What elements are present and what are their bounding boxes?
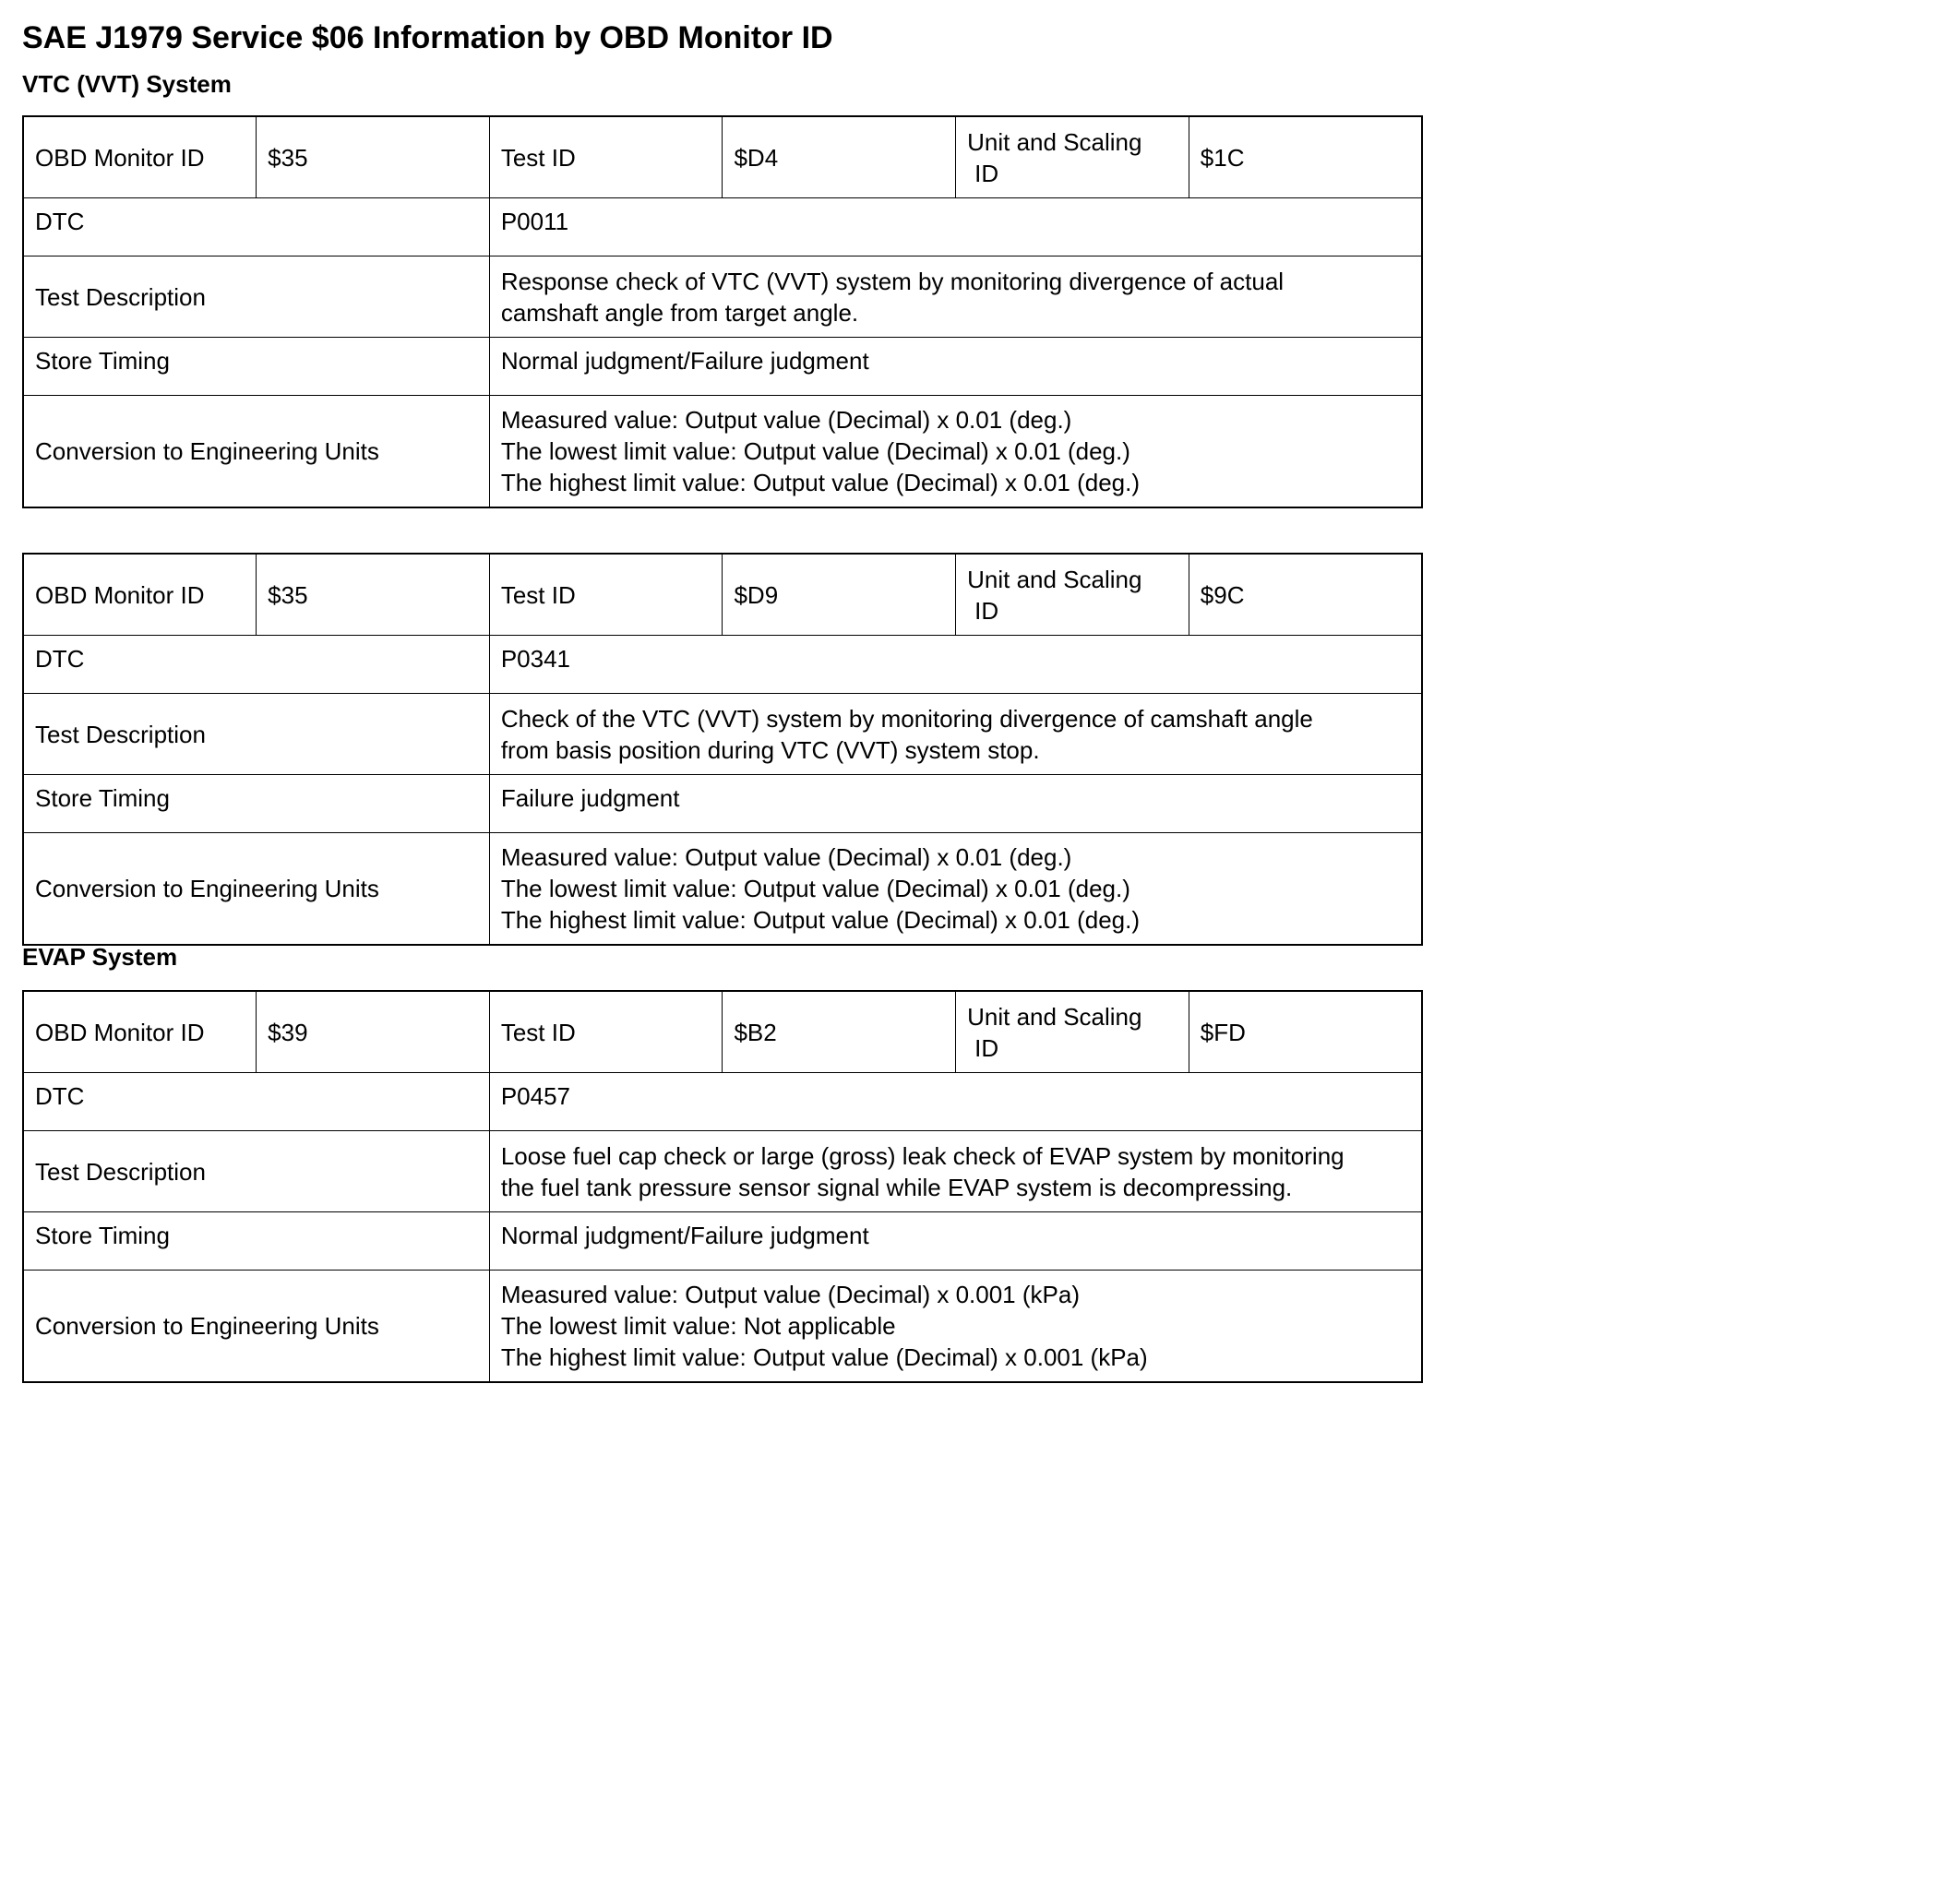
test-id-label: Test ID bbox=[489, 554, 723, 636]
table-row bbox=[23, 636, 1422, 694]
label-line: Unit and Scaling bbox=[967, 127, 1142, 156]
conversion-line: Measured value: Output value (Decimal) x 0.01 (deg.) bbox=[500, 406, 1072, 434]
dtc-label: DTC bbox=[23, 636, 489, 694]
table-row bbox=[23, 198, 1422, 257]
test-description-label: Test Description bbox=[23, 257, 489, 338]
description-line: Response check of VTC (VVT) system by monitoring divergence of actual bbox=[500, 267, 1285, 295]
table-row bbox=[23, 694, 1422, 775]
test-id-label: Test ID bbox=[489, 991, 723, 1073]
label-line: Unit and Scaling bbox=[967, 1002, 1142, 1031]
dtc-label: DTC bbox=[23, 198, 489, 257]
obd-monitor-id-label: OBD Monitor ID bbox=[23, 554, 257, 636]
table-row bbox=[23, 1131, 1422, 1212]
test-description-label: Test Description bbox=[23, 1131, 489, 1212]
test-description-value bbox=[489, 1131, 1422, 1212]
store-timing-label: Store Timing bbox=[23, 775, 489, 833]
obd-monitor-id-value: $35 bbox=[257, 116, 490, 198]
unit-scaling-id-value: $1C bbox=[1189, 116, 1422, 198]
conversion-label: Conversion to Engineering Units bbox=[23, 396, 489, 508]
page-title: SAE J1979 Service $06 Information by OBD Monitor ID bbox=[22, 20, 833, 55]
store-timing-label: Store Timing bbox=[23, 338, 489, 396]
label-line: ID bbox=[974, 159, 999, 187]
description-line: Check of the VTC (VVT) system by monitoring divergence of camshaft angle bbox=[500, 704, 1313, 733]
test-description-value bbox=[489, 694, 1422, 775]
unit-scaling-id-value: $FD bbox=[1189, 991, 1422, 1073]
label-line: ID bbox=[974, 596, 999, 625]
obd-monitor-id-label: OBD Monitor ID bbox=[23, 991, 257, 1073]
test-description-value bbox=[489, 257, 1422, 338]
label-line: Unit and Scaling bbox=[967, 565, 1142, 593]
test-id-label: Test ID bbox=[489, 116, 723, 198]
table-row bbox=[23, 396, 1422, 508]
table-row bbox=[23, 775, 1422, 833]
conversion-line: Measured value: Output value (Decimal) x 0.001 (kPa) bbox=[500, 1281, 1080, 1308]
conversion-value bbox=[489, 396, 1422, 508]
conversion-line: Measured value: Output value (Decimal) x 0.01 (deg.) bbox=[500, 843, 1072, 871]
table-row bbox=[23, 338, 1422, 396]
unit-scaling-id-label bbox=[956, 116, 1189, 198]
description-line: camshaft angle from target angle. bbox=[500, 298, 859, 327]
table-row bbox=[23, 1212, 1422, 1271]
monitor-info-table bbox=[22, 115, 1423, 508]
test-id-value: $D4 bbox=[723, 116, 956, 198]
obd-monitor-id-value: $39 bbox=[257, 991, 490, 1073]
unit-scaling-id-label bbox=[956, 554, 1189, 636]
label-line: ID bbox=[974, 1033, 999, 1062]
table-row bbox=[23, 257, 1422, 338]
dtc-value: P0341 bbox=[489, 636, 1422, 694]
unit-scaling-id-label bbox=[956, 991, 1189, 1073]
description-line: from basis position during VTC (VVT) system stop. bbox=[500, 735, 1040, 764]
section-heading: EVAP System bbox=[22, 943, 178, 971]
store-timing-value: Normal judgment/Failure judgment bbox=[489, 338, 1422, 396]
table-row bbox=[23, 991, 1422, 1073]
conversion-label: Conversion to Engineering Units bbox=[23, 1271, 489, 1383]
test-description-label: Test Description bbox=[23, 694, 489, 775]
obd-monitor-id-label: OBD Monitor ID bbox=[23, 116, 257, 198]
test-id-value: $B2 bbox=[723, 991, 956, 1073]
table-row bbox=[23, 116, 1422, 198]
conversion-line: The lowest limit value: Not applicable bbox=[500, 1312, 896, 1340]
dtc-value: P0457 bbox=[489, 1073, 1422, 1131]
store-timing-label: Store Timing bbox=[23, 1212, 489, 1271]
store-timing-value: Normal judgment/Failure judgment bbox=[489, 1212, 1422, 1271]
conversion-label: Conversion to Engineering Units bbox=[23, 833, 489, 946]
monitor-info-table bbox=[22, 553, 1423, 946]
table-row bbox=[23, 833, 1422, 946]
dtc-value: P0011 bbox=[489, 198, 1422, 257]
table-row bbox=[23, 554, 1422, 636]
conversion-value bbox=[489, 1271, 1422, 1383]
description-line: the fuel tank pressure sensor signal while EVAP system is decompressing. bbox=[500, 1173, 1293, 1201]
monitor-info-table bbox=[22, 990, 1423, 1383]
unit-scaling-id-value: $9C bbox=[1189, 554, 1422, 636]
conversion-line: The highest limit value: Output value (Decimal) x 0.01 (deg.) bbox=[500, 906, 1141, 934]
conversion-line: The lowest limit value: Output value (Decimal) x 0.01 (deg.) bbox=[500, 875, 1130, 902]
store-timing-value: Failure judgment bbox=[489, 775, 1422, 833]
conversion-line: The lowest limit value: Output value (Decimal) x 0.01 (deg.) bbox=[500, 437, 1130, 465]
conversion-line: The highest limit value: Output value (Decimal) x 0.01 (deg.) bbox=[500, 469, 1141, 496]
obd-monitor-id-value: $35 bbox=[257, 554, 490, 636]
section-heading: VTC (VVT) System bbox=[22, 70, 232, 98]
conversion-value bbox=[489, 833, 1422, 946]
test-id-value: $D9 bbox=[723, 554, 956, 636]
description-line: Loose fuel cap check or large (gross) leak check of EVAP system by monitoring bbox=[500, 1141, 1345, 1170]
dtc-label: DTC bbox=[23, 1073, 489, 1131]
conversion-line: The highest limit value: Output value (Decimal) x 0.001 (kPa) bbox=[500, 1343, 1148, 1371]
table-row bbox=[23, 1271, 1422, 1383]
table-row bbox=[23, 1073, 1422, 1131]
